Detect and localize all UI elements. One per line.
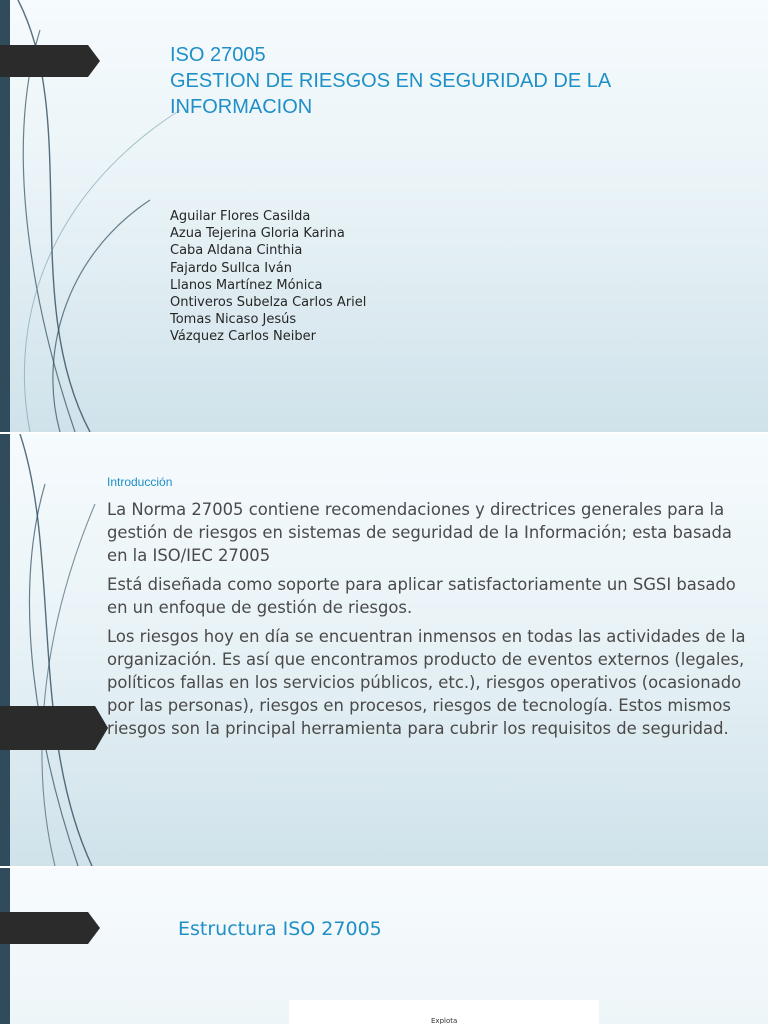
slide-structure	[0, 868, 768, 1024]
author-name: Ontiveros Subelza Carlos Ariel	[170, 295, 367, 311]
diagram-label: Explota	[431, 1017, 458, 1024]
paragraph: Los riesgos hoy en día se encuentran inmensos en todas las actividades de la organización. Es así que encontramos producto de eventos externos (legales, políticos fallas en los servicios públicos, etc.), riesgos operativos (ocasionado por las personas), riesgos en procesos, riesgos de tecnología. Estos mismos riesgos son la principal herramienta para cubrir los requisitos de seguridad.	[107, 627, 746, 738]
section-heading: Introducción	[107, 475, 173, 489]
paragraph: La Norma 27005 contiene recomendaciones y directrices generales para la gestión de riesgos en sistemas de seguridad de la Información; esta basada en la ISO/IEC 27005	[107, 500, 732, 565]
slide-title: Estructura ISO 27005	[178, 918, 382, 940]
author-name: Fajardo Sullca Iván	[170, 260, 292, 276]
paragraph: Está diseñada como soporte para aplicar satisfactoriamente un SGSI basado en un enfoque de gestión de riesgos.	[107, 575, 736, 617]
presentation-title	[170, 42, 750, 120]
author-name: Aguilar Flores Casilda	[170, 209, 311, 224]
author-name: Caba Aldana Cinthia	[170, 243, 303, 259]
arrow-tab	[0, 706, 108, 750]
slide-title	[0, 0, 768, 432]
author-list	[170, 208, 366, 346]
author-name: Vázquez Carlos Neiber	[170, 329, 316, 345]
left-accent-bar	[0, 868, 10, 1024]
author-name: Azua Tejerina Gloria Karina	[170, 226, 345, 242]
title-line: GESTION DE RIESGOS EN SEGURIDAD DE LA	[170, 70, 612, 92]
title-line: ISO 27005	[170, 44, 266, 66]
author-name: Llanos Martínez Mónica	[170, 277, 323, 293]
left-accent-bar	[0, 434, 10, 866]
structure-diagram	[289, 1000, 599, 1024]
arrow-tab	[0, 912, 100, 944]
introduction-text	[107, 498, 747, 746]
arrow-tab	[0, 45, 100, 77]
author-name: Tomas Nicaso Jesús	[170, 312, 297, 328]
title-line: INFORMACION	[170, 96, 313, 118]
slide-introduction	[0, 434, 768, 866]
